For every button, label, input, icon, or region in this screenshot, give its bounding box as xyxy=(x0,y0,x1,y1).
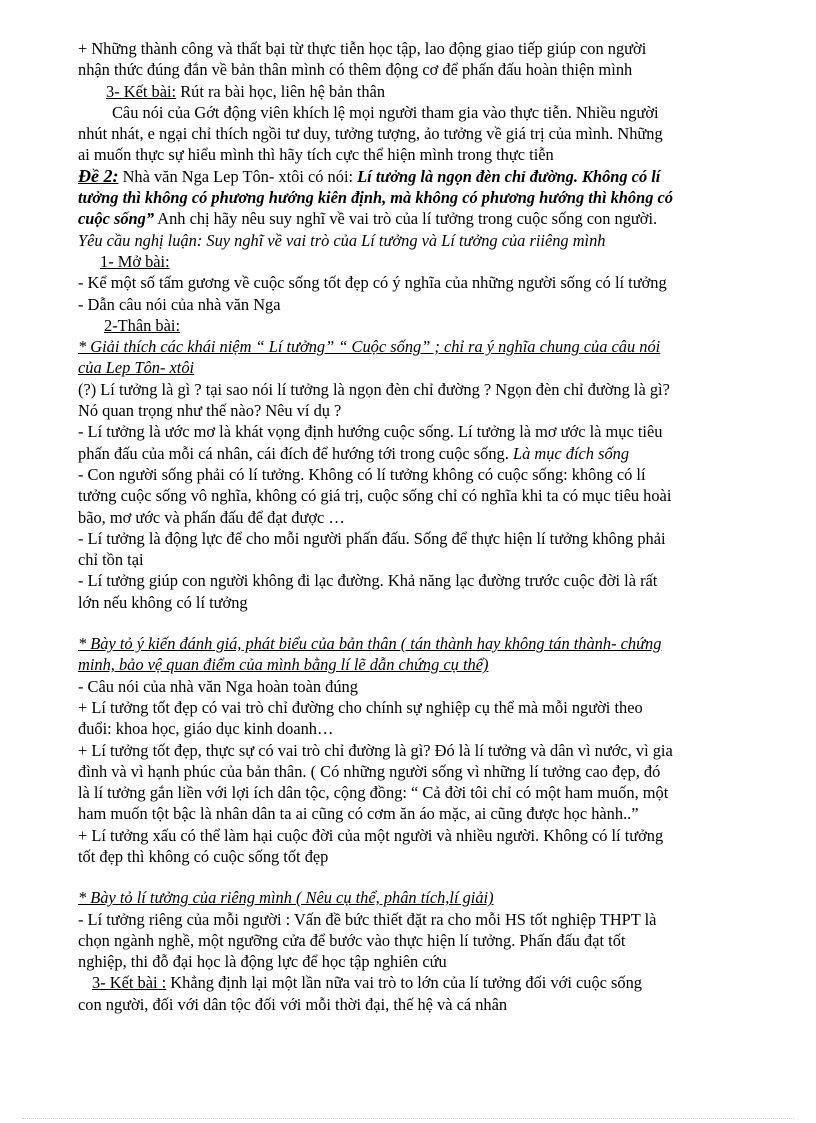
text-line: - Lí tưởng riêng của mỗi người : Vấn đề bức thiết đặt ra cho mỗi HS tốt nghiệp THPT là xyxy=(78,909,657,929)
spacer xyxy=(78,613,778,633)
text-line: + Lí tưởng xấu có thể làm hại cuộc đời của một người và nhiều người. Không có lí tưởng xyxy=(78,825,664,845)
sub-heading: của Lep Tôn- xtôi xyxy=(78,358,195,378)
text-line: phấn đấu của mỗi cá nhân, cái đích để hướng tới trong cuộc sống. Là mục đích sống xyxy=(78,443,630,463)
sub-heading: * Bày tỏ lí tưởng của riêng mình ( Nêu cụ thể, phân tích,lí giải) xyxy=(78,888,494,908)
text-line: nhận thức đúng đắn về bản thân mình có thêm động cơ để phấn đấu hoàn thiện mình xyxy=(78,60,633,80)
text-line: đình và vì hạnh phúc của bản thân. ( Có những người sống vì những lí tưởng cao đẹp, đó xyxy=(78,761,661,781)
sub-heading: * Giải thích các khái niệm “ Lí tưởng” “ Cuộc sống” ; chỉ ra ý nghĩa chung của câu nói xyxy=(78,337,661,357)
text-line: - Con người sống phải có lí tưởng. Không có lí tưởng không có cuộc sống: không có lí xyxy=(78,464,646,484)
text-line: ai muốn thực sự hiểu mình thì hãy tích cực thể hiện mình trong thực tiễn xyxy=(78,145,554,165)
text-line: + Lí tưởng tốt đẹp, thực sự có vai trò chỉ đường là gì? Đó là lí tưởng và dân vì nước, vì gia xyxy=(78,740,673,760)
topic-2: Đề 2: Nhà văn Nga Lep Tôn- xtôi có nói: Lí tưởng là ngọn đèn chỉ đường. Không có lí xyxy=(78,165,661,186)
text-line: + Lí tưởng tốt đẹp có vai trò chỉ đường cho chính sự nghiệp cụ thể mà mỗi người theo xyxy=(78,697,643,717)
text-line: - Câu nói của nhà văn Nga hoàn toàn đúng xyxy=(78,676,358,696)
text-line: bão, mơ ước và phấn đấu để đạt được … xyxy=(78,507,345,527)
quote: Lí tưởng là ngọn đèn chỉ đường. Không có lí xyxy=(357,166,661,186)
text-line: tưởng cuộc sống vô nghĩa, không có giá trị, cuộc sống chỉ có nghĩa khi ta có mục tiêu hoài xyxy=(78,486,672,506)
text-line: - Lí tưởng là động lực để cho mỗi người phấn đấu. Sống để thực hiện lí tưởng không phải xyxy=(78,528,666,548)
topic-2-rest: cuộc sống” Anh chị hãy nêu suy nghĩ về vai trò của lí tưởng trong cuộc sống con người. xyxy=(78,209,658,229)
text-line: nghiệp, thi đỗ đại học là động lực để học tập nghiên cứu xyxy=(78,952,447,972)
sub-heading: minh, bảo vệ quan điểm của mình bằng lí lẽ dẫn chứng cụ thể) xyxy=(78,655,489,675)
text-line: đuổi: khoa học, giáo dục kinh doanh… xyxy=(78,719,334,739)
text-line: Câu nói của Gớt động viên khích lệ mọi người tham gia vào thực tiễn. Nhiều người xyxy=(112,102,659,122)
sub-heading: * Bày tỏ ý kiến đánh giá, phát biểu của bản thân ( tán thành hay không tán thành- chứng xyxy=(78,634,662,654)
requirement: Yêu cầu nghị luận: Suy nghĩ về vai trò của Lí tưởng và Lí tưởng của riiêng mình xyxy=(78,230,606,250)
text-line: chọn ngành nghề, một ngưỡng cửa để bước vào thực hiện lí tưởng. Phấn đấu đạt tốt xyxy=(78,930,626,950)
section-heading-conclusion: 3- Kết bài: Rút ra bài học, liên hệ bản thân xyxy=(106,81,386,101)
text-line: ham muốn tột bậc là nhân dân ta ai cũng có cơm ăn áo mặc, ai cũng được học hành..” xyxy=(78,804,639,824)
topic-label: Đề 2: xyxy=(78,165,119,186)
page-bottom-divider xyxy=(22,1118,794,1119)
text-line: tốt đẹp thì không có cuộc sống tốt đẹp xyxy=(78,846,329,866)
spacer xyxy=(78,867,778,887)
text-line: - Dẫn câu nói của nhà văn Nga xyxy=(78,294,281,314)
text-line: là lí tưởng gắn liền với lợi ích dân tộc, cộng đồng: “ Cả đời tôi chỉ có một ham muốn, một xyxy=(78,783,669,803)
section-heading-intro: 1- Mở bài: xyxy=(100,251,170,271)
text-line: Nó quan trọng như thế nào? Nêu ví dụ ? xyxy=(78,401,342,421)
section-heading-body: 2-Thân bài: xyxy=(104,315,181,335)
quote: tưởng thì không có phương hướng kiên định, mà không có phương hướng thì không có xyxy=(78,188,673,208)
text-line: nhút nhát, e ngại chỉ thích ngồi tư duy, tưởng tượng, ảo tưởng về giá trị của mình. Những xyxy=(78,124,663,144)
heading-label: 3- Kết bài: xyxy=(106,81,177,101)
section-heading-conclusion: 3- Kết bài : Khẳng định lại một lần nữa vai trò to lớn của lí tưởng đối với cuộc sống xyxy=(92,973,642,993)
text-line: lớn nếu không có lí tưởng xyxy=(78,592,248,612)
text-line: - Lí tưởng giúp con người không đi lạc đường. Khả năng lạc đường trước cuộc đời là rất xyxy=(78,571,658,591)
text-line: - Lí tưởng là ước mơ là khát vọng định hướng cuộc sống. Lí tưởng là mơ ước là mục tiêu xyxy=(78,422,663,442)
document-page xyxy=(78,38,778,1015)
text-line: (?) Lí tưởng là gì ? tại sao nói lí tưởng là ngọn đèn chỉ đường ? Ngọn đèn chỉ đường là gì? xyxy=(78,379,670,399)
text-line: chỉ tồn tại xyxy=(78,550,144,570)
text-line: + Những thành công và thất bại từ thực tiễn học tập, lao động giao tiếp giúp con người xyxy=(78,39,647,58)
text-line: - Kể một số tấm gương về cuộc sống tốt đẹp có ý nghĩa của những người sống có lí tưởng xyxy=(78,273,667,293)
text-line: con người, đối với dân tộc đối với mỗi thời đại, thế hệ và cá nhân xyxy=(78,994,508,1014)
